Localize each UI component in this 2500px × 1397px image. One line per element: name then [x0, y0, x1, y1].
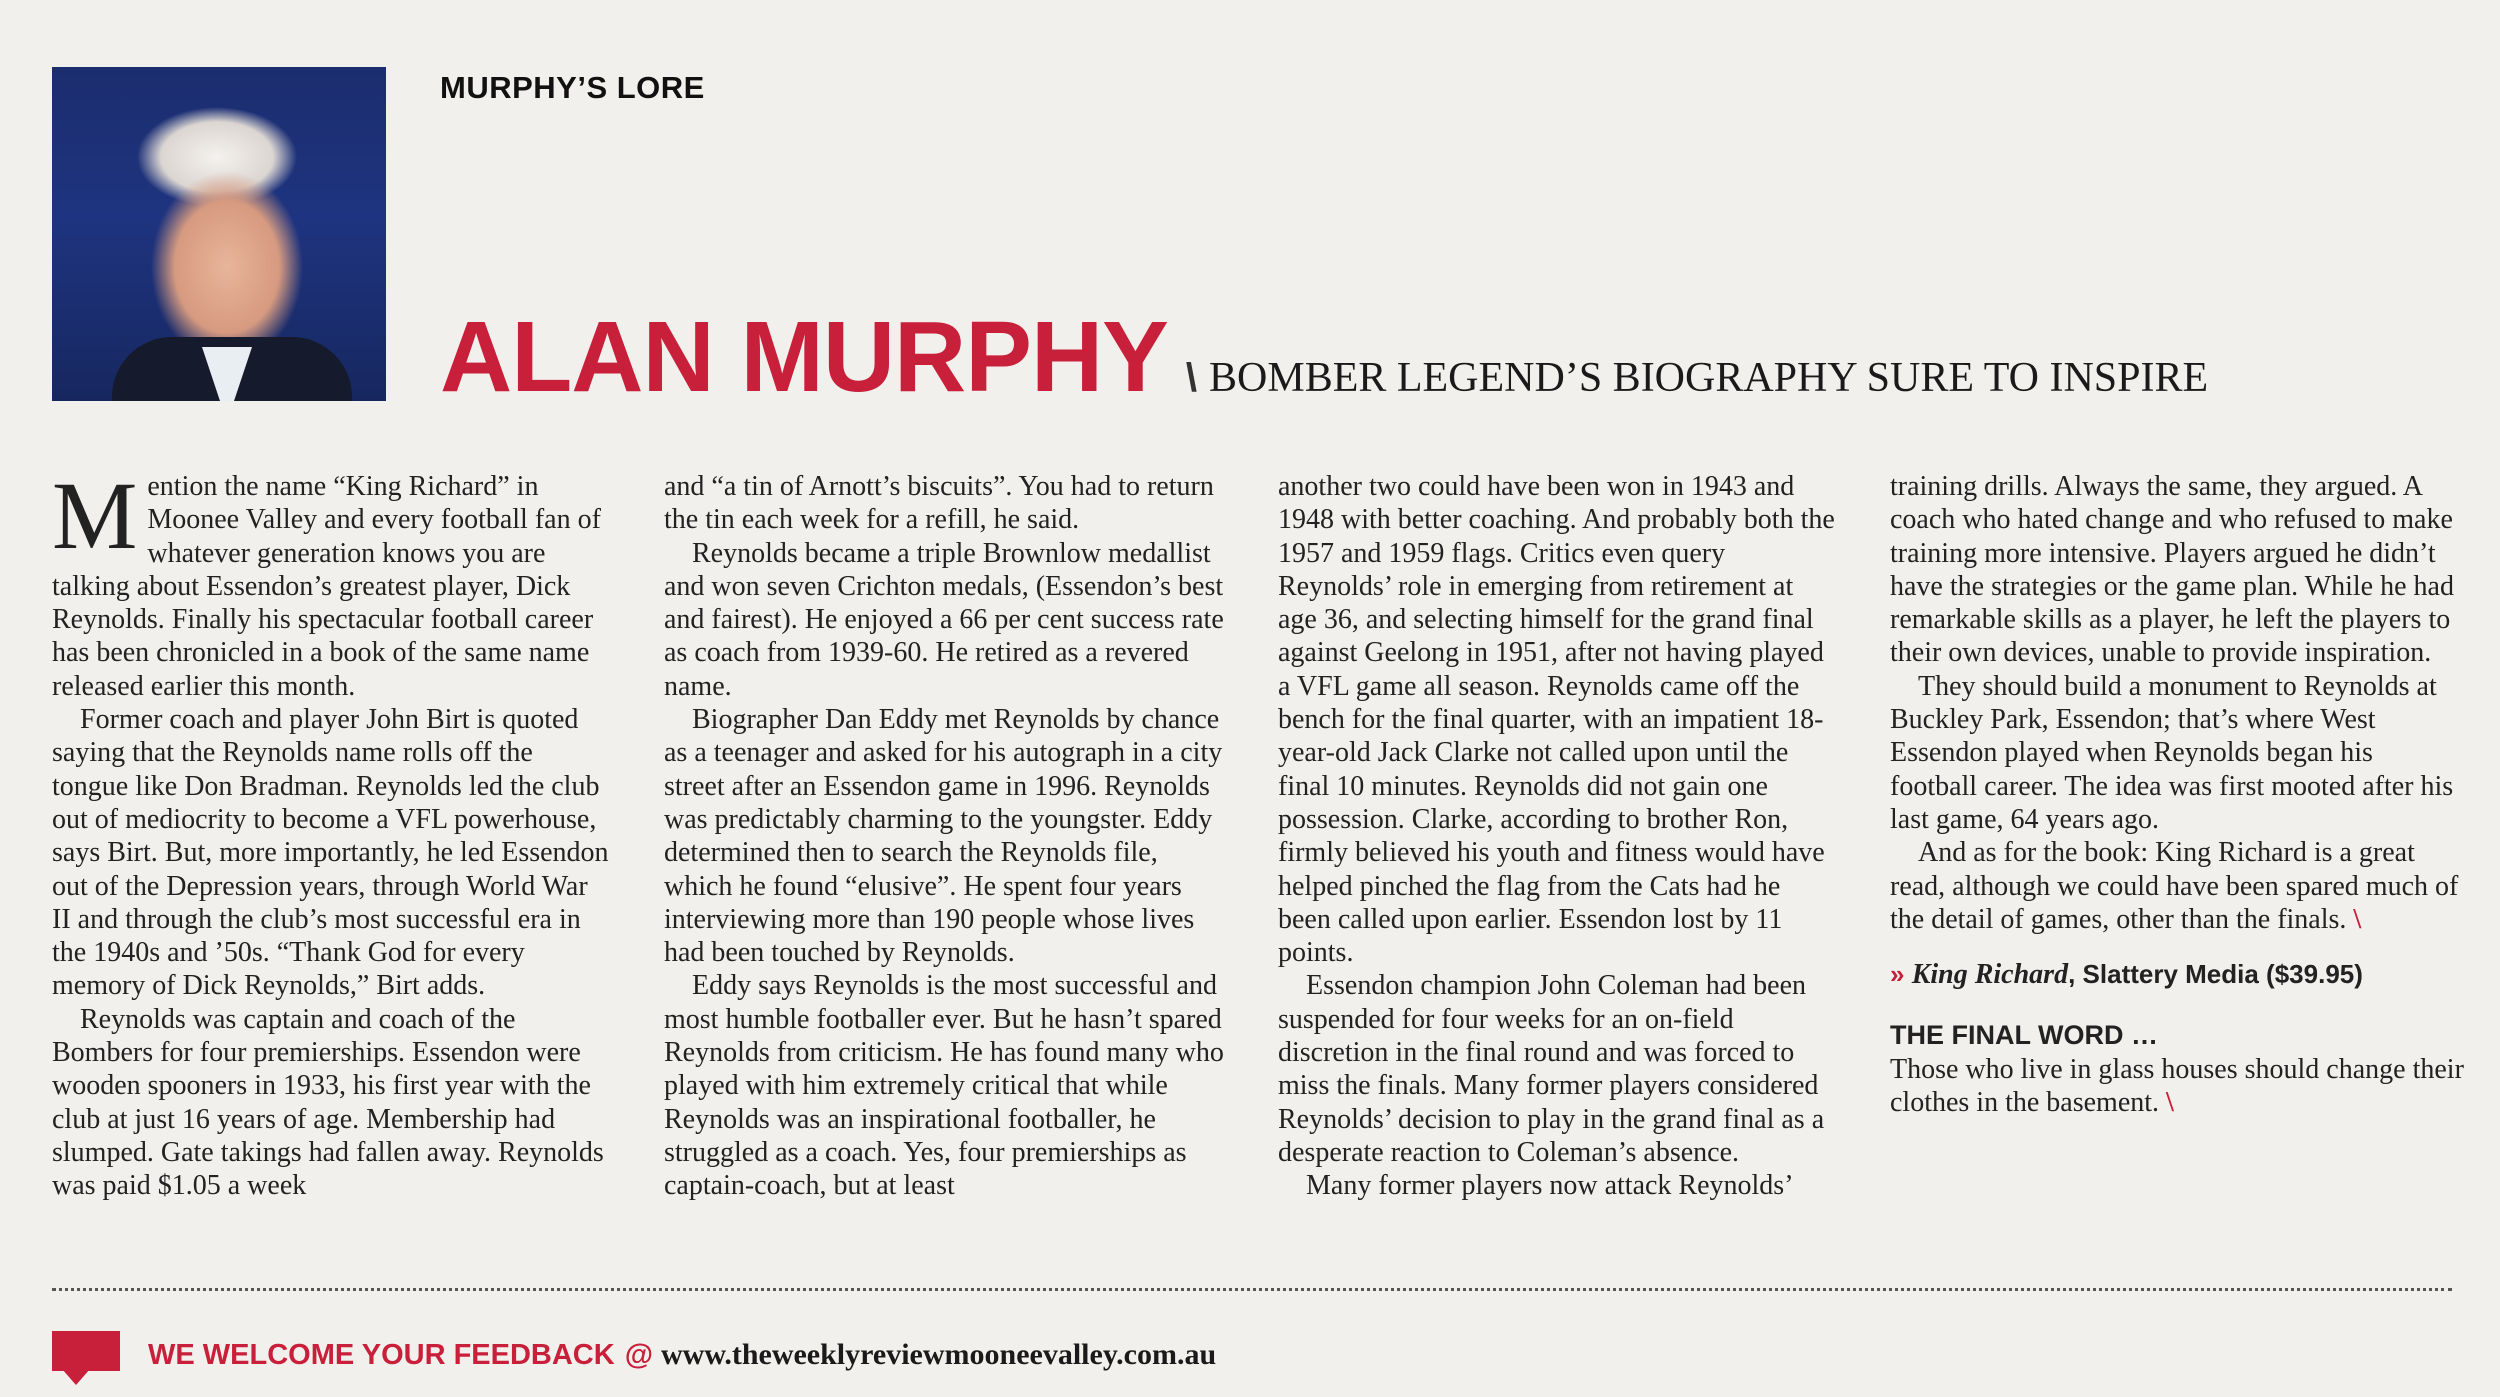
feedback-url-link[interactable]: www.theweeklyreviewmooneevalley.com.au: [660, 1338, 1217, 1371]
author-name: ALAN MURPHY: [440, 301, 1168, 413]
article-paragraph: Reynolds was captain and coach of the Bombers for four premierships. Essendon were wooden spooners in 1933, his first year with the club at just 16 years of age. Membership had slumped. Gate takings had fallen away. Reynolds was paid $1.05 a week: [52, 1003, 604, 1202]
article-paragraph: Eddy says Reynolds is the most successful and most humble footballer ever. But he hasn’t spared Reynolds from criticism. He has found many who played with him extremely critical that while Reynolds was an inspirational footballer, he struggled as a coach. Yes, four premierships as captain-coach, but at least: [664, 970, 1224, 1202]
end-mark-icon: \: [2353, 903, 2362, 935]
article-column-4: [1890, 470, 2465, 1119]
feedback-footer: [52, 1325, 1216, 1385]
book-details: , Slattery Media ($39.95): [2068, 959, 2363, 990]
book-title: King Richard: [1911, 959, 2069, 991]
article-column-2: [664, 470, 1224, 1203]
book-credit: [1890, 958, 2465, 991]
feedback-label: WE WELCOME YOUR FEEDBACK: [148, 1338, 615, 1371]
speech-bubble-icon: [52, 1331, 120, 1379]
article-paragraph: Reynolds became a triple Brownlow medallist and won seven Crichton medals, (Essendon’s best and fairest). He enjoyed a 66 per cent success rate as coach from 1939-60. He retired as a revered name.: [664, 537, 1224, 702]
final-word-heading: THE FINAL WORD …: [1890, 1020, 2158, 1051]
article-paragraph: Mention the name “King Richard” in Moonee Valley and every football fan of whatever generation knows you are talking about Essendon’s greatest player, Dick Reynolds. Finally his spectacular football career has been chronicled in a book of the same name released earlier this month.: [52, 462, 601, 702]
drop-cap: M: [52, 462, 138, 569]
article-paragraph: and “a tin of Arnott’s biscuits”. You had to return the tin each week for a refill, he said.: [664, 471, 1214, 536]
dotted-divider: [52, 1288, 2452, 1291]
article-paragraph: Biographer Dan Eddy met Reynolds by chance as a teenager and asked for his autograph in a city street after an Essendon game in 1996. Reynolds was predictably charming to the youngster. Eddy determined then to search the Reynolds file, which he found “elusive”. He spent four years interviewing more than 190 people whose lives had been touched by Reynolds.: [664, 704, 1223, 969]
article-column-3: [1278, 470, 1838, 1203]
headline-subtitle: BOMBER LEGEND’S BIOGRAPHY SURE TO INSPIRE: [1209, 355, 2209, 401]
article-paragraph: Essendon champion John Coleman had been suspended for four weeks for an on-field discretion in the final round and was forced to miss the finals. Many former players considered Reynolds’ decision to play in the grand final as a desperate reaction to Coleman’s absence.: [1278, 970, 1825, 1168]
article-paragraph: Former coach and player John Birt is quoted saying that the Reynolds name rolls off the tongue like Don Bradman. Reynolds led the club out of mediocrity to become a VFL powerhouse, says Birt. But, more importantly, he led Essendon out of the Depression years, through World War II and through the club’s most successful era in the 1940s and ’50s. “Thank God for every memory of Dick Reynolds,” Birt adds.: [52, 704, 609, 1002]
headline-separator: \: [1185, 356, 1197, 400]
article-paragraph: training drills. Always the same, they argued. A coach who hated change and who refused to make training more intensive. Players argued he didn’t have the strategies or the game plan. While he had remarkable skills as a player, he left the players to their own devices, unable to provide inspiration.: [1890, 471, 2454, 669]
end-mark-icon: \: [2166, 1087, 2174, 1119]
article-paragraph: Many former players now attack Reynolds’: [1306, 1170, 1794, 1202]
article-paragraph: another two could have been won in 1943 and 1948 with better coaching. And probably both the 1957 and 1959 flags. Critics even query Reynolds’ role in emerging from retirement at age 36, and selecting himself for the grand final against Geelong in 1951, after not having played a VFL game all season. Reynolds came off the bench for the final quarter, with an impatient 18-year-old Jack Clarke not called upon until the final 10 minutes. Reynolds did not gain one possession. Clarke, according to brother Ron, firmly believed his youth and fitness would have helped pinched the flag from the Cats had he been called upon earlier. Essendon lost by 11 points.: [1278, 471, 1835, 969]
article-column-1: [52, 462, 612, 1203]
chevron-right-icon: »: [1890, 959, 1905, 990]
article-paragraph: And as for the book: King Richard is a great read, although we could have been spared much of the detail of games, other than the finals. \: [1890, 837, 2459, 935]
at-sign: @: [624, 1338, 653, 1371]
headline: [440, 300, 2208, 415]
section-label: MURPHY’S LORE: [440, 70, 705, 105]
article-paragraph: They should build a monument to Reynolds at Buckley Park, Essendon; that’s where West Essendon played when Reynolds began his football career. The idea was first mooted after his last game, 64 years ago.: [1890, 670, 2454, 835]
author-photo: [52, 67, 386, 401]
final-word-text: Those who live in glass houses should change their clothes in the basement. \: [1890, 1053, 2464, 1119]
